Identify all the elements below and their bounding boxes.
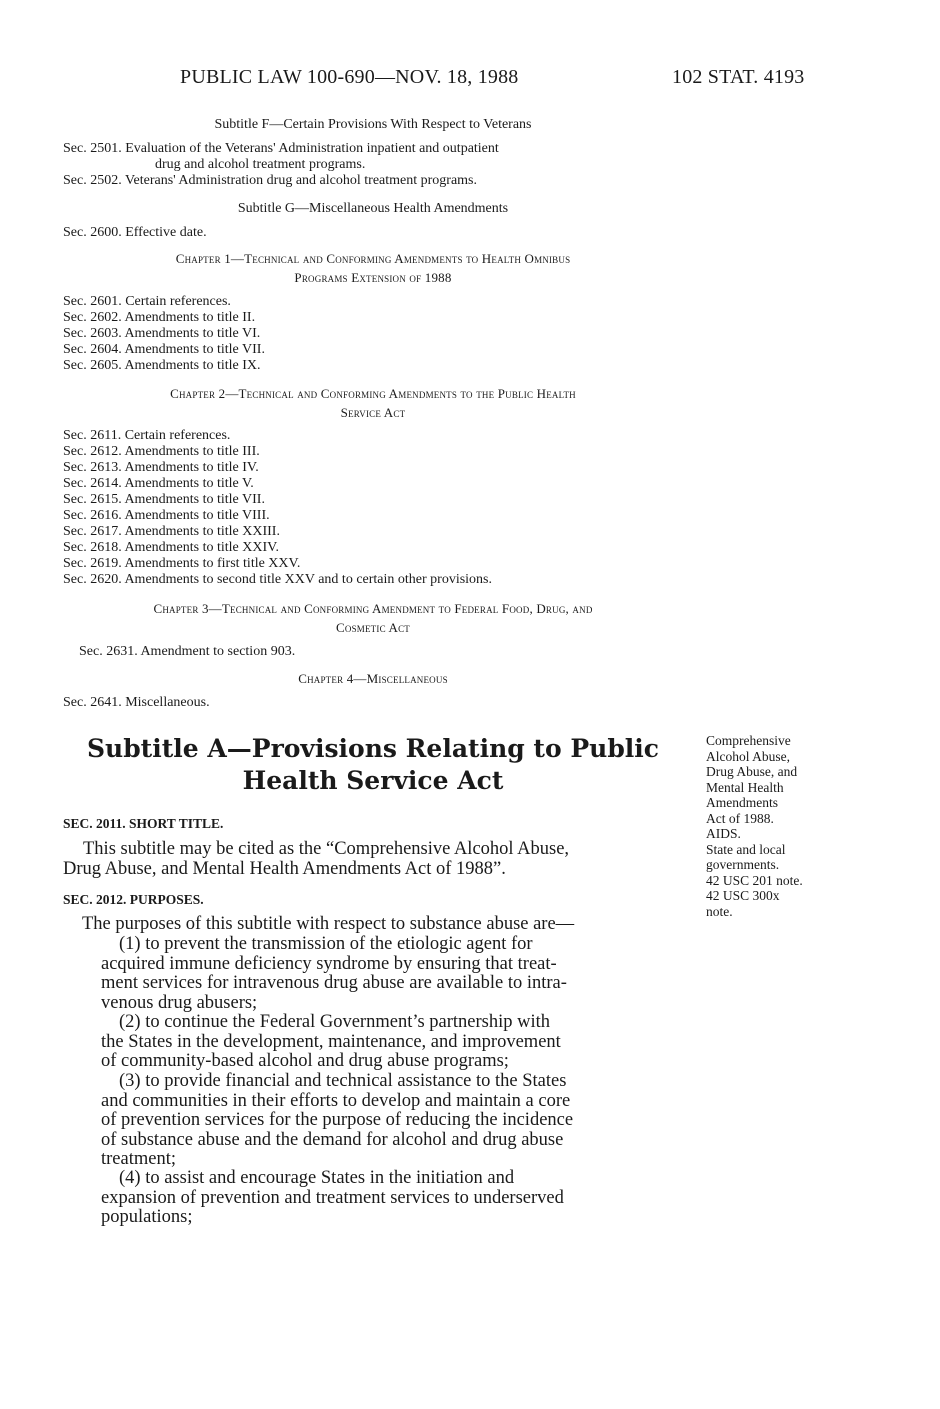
toc-chapter-3-line1: Chapter 3—Technical and Conforming Amendment to Federal Food, Drug, and <box>153 601 593 616</box>
sec-2012-paragraph-3 <box>101 1072 683 1170</box>
toc-item: Sec. 2619. Amendments to first title XXV. <box>63 556 301 571</box>
para-line: acquired immune deficiency syndrome by ensuring that treat- <box>101 953 557 974</box>
margin-note: Alcohol Abuse, <box>706 748 790 764</box>
toc-item: Sec. 2603. Amendments to title VI. <box>63 326 261 341</box>
toc-sec-2631: Sec. 2631. Amendment to section 903. <box>79 644 296 659</box>
para-line: venous drug abusers; <box>101 992 258 1013</box>
toc-sec-2600: Sec. 2600. Effective date. <box>63 225 207 240</box>
toc-item: Sec. 2604. Amendments to title VII. <box>63 342 265 357</box>
toc-item: Sec. 2618. Amendments to title XXIV. <box>63 540 279 555</box>
margin-note: Act of 1988. <box>706 810 774 826</box>
margin-note: AIDS. <box>706 826 741 841</box>
para-line: and communities in their efforts to develop and maintain a core <box>101 1090 571 1111</box>
margin-notes <box>706 733 803 919</box>
sec-2011-heading: SEC. 2011. SHORT TITLE. <box>63 816 224 831</box>
toc-item: Sec. 2613. Amendments to title IV. <box>63 460 259 475</box>
toc-sec-2641: Sec. 2641. Miscellaneous. <box>63 695 210 710</box>
para-line: (4) to assist and encourage States in the initiation and <box>119 1168 515 1188</box>
sec-2012-paragraph-1 <box>101 935 683 1013</box>
toc-chapter-1-list <box>63 294 265 374</box>
toc-sec-2502: Sec. 2502. Veterans' Administration drug and alcohol treatment programs. <box>63 173 478 188</box>
para-line: populations; <box>101 1207 193 1227</box>
sec-2012-heading: SEC. 2012. PURPOSES. <box>63 892 204 907</box>
toc-chapter-1-line1: Chapter 1—Technical and Conforming Amendments to Health Omnibus <box>175 251 571 266</box>
sec-2011-line2: Drug Abuse, and Mental Health Amendments Act of 1988”. <box>63 858 506 879</box>
toc-chapter-2-list <box>63 428 492 588</box>
margin-note: Comprehensive <box>706 733 791 748</box>
sec-2012-paragraph-4 <box>101 1169 683 1228</box>
margin-note: Mental Health <box>706 779 784 795</box>
toc-chapter-2-line1: Chapter 2—Technical and Conforming Amendments to the Public Health <box>170 386 576 401</box>
toc-sec-2501-line2: drug and alcohol treatment programs. <box>155 157 366 172</box>
margin-note: governments. <box>706 857 780 872</box>
margin-note: Amendments <box>706 795 778 810</box>
toc-item: Sec. 2615. Amendments to title VII. <box>63 492 265 507</box>
para-line: of substance abuse and the demand for alcohol and drug abuse <box>101 1129 564 1150</box>
toc-item: Sec. 2602. Amendments to title II. <box>63 310 256 325</box>
para-line: treatment; <box>101 1149 176 1169</box>
para-line: of community-based alcohol and drug abuse programs; <box>101 1051 509 1071</box>
para-line: (3) to provide financial and technical assistance to the States <box>119 1071 567 1091</box>
toc-chapter-3-line2: Cosmetic Act <box>336 620 410 635</box>
toc-item: Sec. 2601. Certain references. <box>63 294 231 309</box>
para-line: ment services for intravenous drug abuse are available to intra- <box>101 973 567 993</box>
running-header-title: PUBLIC LAW 100-690—NOV. 18, 1988 <box>180 66 519 88</box>
para-line: the States in the development, maintenance, and improvement <box>101 1031 561 1052</box>
toc-sec-2501-line1: Sec. 2501. Evaluation of the Veterans' Administration inpatient and outpatient <box>63 141 499 156</box>
margin-note: 42 USC 201 note. <box>706 872 803 888</box>
margin-note: Drug Abuse, and <box>706 764 798 779</box>
toc-item: Sec. 2617. Amendments to title XXIII. <box>63 524 280 539</box>
toc-item: Sec. 2620. Amendments to second title XXV and to certain other provisions. <box>63 572 493 587</box>
toc-subtitle-f: Subtitle F—Certain Provisions With Respect to Veterans <box>214 117 532 132</box>
toc-chapter-1-line2: Programs Extension of 1988 <box>294 270 452 285</box>
toc-item: Sec. 2614. Amendments to title V. <box>63 476 254 491</box>
toc-chapter-4: Chapter 4—Miscellaneous <box>298 671 448 686</box>
toc-item: Sec. 2605. Amendments to title IX. <box>63 358 261 373</box>
para-line: of prevention services for the purpose of reducing the incidence <box>101 1110 574 1130</box>
toc-item: Sec. 2616. Amendments to title VIII. <box>63 508 270 523</box>
subtitle-a-heading-line1: Subtitle A—Provisions Relating to Public <box>86 734 660 763</box>
toc-subtitle-g: Subtitle G—Miscellaneous Health Amendments <box>237 201 509 216</box>
subtitle-a-heading <box>60 733 686 797</box>
sec-2011-line1: This subtitle may be cited as the “Comprehensive Alcohol Abuse, <box>83 839 570 859</box>
toc-chapter-2-line2: Service Act <box>340 405 406 420</box>
para-line: (1) to prevent the transmission of the etiologic agent for <box>119 934 533 954</box>
margin-note: State and local <box>706 841 786 857</box>
subtitle-a-heading-line2: Health Service Act <box>242 766 504 795</box>
sec-2012-intro: The purposes of this subtitle with respect to substance abuse are— <box>82 914 575 934</box>
toc-item: Sec. 2612. Amendments to title III. <box>63 444 260 459</box>
toc-item: Sec. 2611. Certain references. <box>63 428 231 443</box>
margin-note: 42 USC 300x <box>706 888 780 903</box>
sec-2011-text <box>63 840 685 879</box>
para-line: expansion of prevention and treatment services to underserved <box>101 1187 564 1208</box>
sec-2012-paragraph-2 <box>101 1013 683 1072</box>
para-line: (2) to continue the Federal Government’s partnership with <box>119 1012 551 1032</box>
running-header-stat-page: 102 STAT. 4193 <box>672 66 805 88</box>
margin-note: note. <box>706 903 733 919</box>
